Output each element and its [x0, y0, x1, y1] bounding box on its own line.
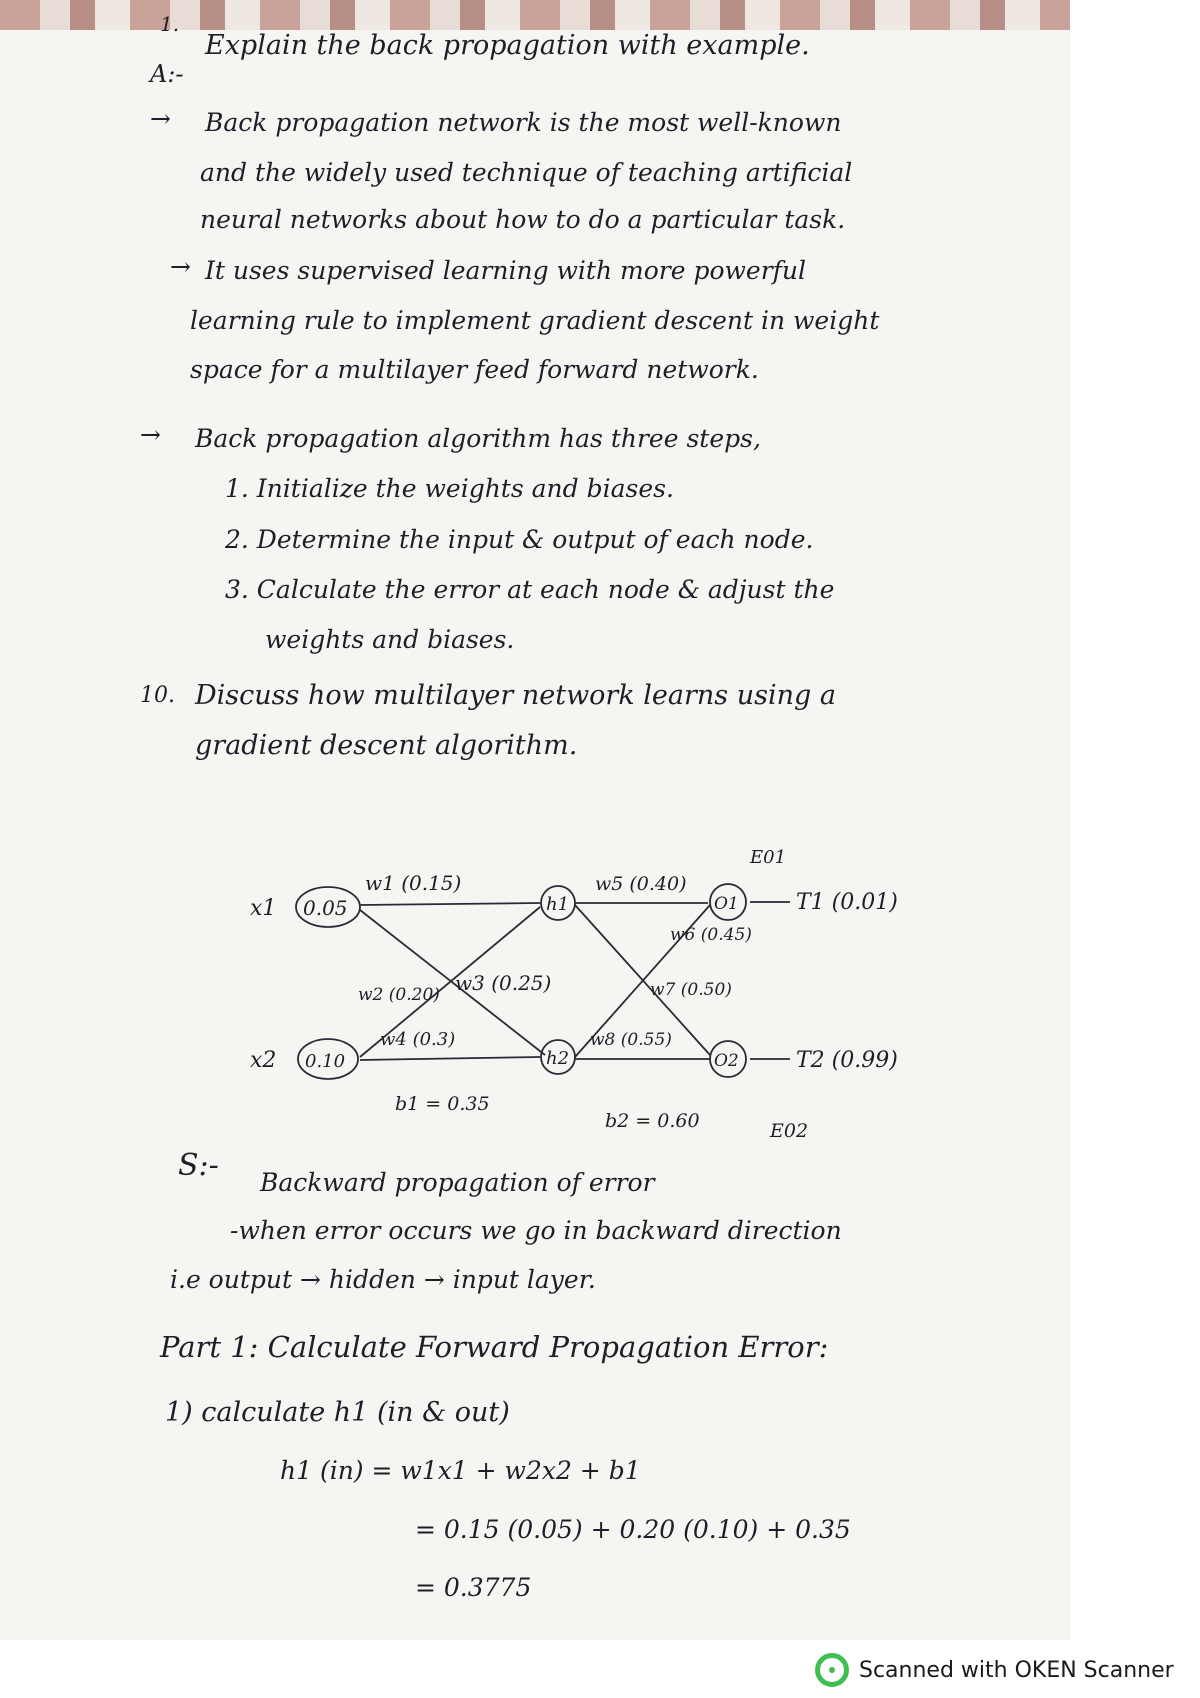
- question-title: gradient descent algorithm.: [195, 730, 578, 761]
- answer-line: Back propagation network is the most well-known: [205, 108, 842, 137]
- weight-w7: w7 (0.50): [650, 980, 732, 1000]
- arrow-bullet: →: [150, 104, 171, 133]
- equation: = 0.3775: [415, 1573, 532, 1602]
- neural-network-diagram: [230, 845, 1090, 1145]
- x1-value: 0.05: [303, 896, 348, 920]
- answer-line: space for a multilayer feed forward network.: [190, 355, 759, 384]
- scanner-watermark: [815, 1652, 1174, 1688]
- solution-title: Backward propagation of error: [260, 1168, 655, 1197]
- question-number: 1.: [160, 12, 180, 36]
- answer-label: A:-: [150, 60, 184, 88]
- h1-label: h1: [546, 894, 570, 915]
- weight-w8: w8 (0.55): [590, 1030, 672, 1050]
- step-line: 2. Determine the input & output of each node.: [225, 525, 814, 554]
- equation: h1 (in) = w1x1 + w2x2 + b1: [280, 1456, 641, 1485]
- bias-b1: b1 = 0.35: [395, 1093, 490, 1115]
- solution-line: -when error occurs we go in backward direction: [230, 1216, 842, 1245]
- x2-value: 0.10: [305, 1051, 346, 1072]
- solution-line: i.e output → hidden → input layer.: [170, 1265, 596, 1294]
- answer-line: Back propagation algorithm has three steps,: [195, 424, 761, 453]
- error-e01: E01: [750, 847, 787, 868]
- step-line: 3. Calculate the error at each node & adjust the: [225, 575, 835, 604]
- answer-line: and the widely used technique of teaching artificial: [200, 158, 853, 187]
- equation: = 0.15 (0.05) + 0.20 (0.10) + 0.35: [415, 1515, 851, 1544]
- step-line: 1. Initialize the weights and biases.: [225, 474, 674, 503]
- weight-w6: w6 (0.45): [670, 925, 752, 945]
- question-number: 10.: [140, 683, 175, 708]
- edge-w1: [360, 903, 540, 905]
- target-t1: T1 (0.01): [796, 890, 898, 915]
- weight-w3: w3 (0.25): [455, 971, 552, 995]
- x2-label: x2: [250, 1048, 277, 1073]
- answer-line: learning rule to implement gradient descent in weight: [190, 306, 880, 335]
- o1-label: O1: [714, 894, 739, 914]
- step-line: weights and biases.: [265, 625, 515, 654]
- step-heading: 1) calculate h1 (in & out): [165, 1397, 510, 1428]
- arrow-bullet: →: [140, 420, 161, 449]
- answer-line: It uses supervised learning with more powerful: [205, 256, 807, 285]
- question-title: Discuss how multilayer network learns using a: [195, 680, 836, 711]
- scanner-text: Scanned with OKEN Scanner: [859, 1657, 1174, 1683]
- h2-label: h2: [546, 1048, 570, 1069]
- target-t2: T2 (0.99): [796, 1048, 898, 1073]
- weight-w5: w5 (0.40): [595, 873, 687, 895]
- error-e02: E02: [770, 1120, 809, 1142]
- weight-w2: w2 (0.20): [358, 985, 440, 1005]
- weight-w4: w4 (0.3): [380, 1029, 456, 1050]
- arrow-bullet: →: [170, 252, 191, 281]
- answer-line: neural networks about how to do a particular task.: [200, 205, 846, 234]
- edge-w4: [360, 1057, 540, 1060]
- solution-label: S:-: [178, 1148, 219, 1183]
- oken-scanner-logo-icon: [815, 1653, 849, 1687]
- o2-label: O2: [714, 1051, 739, 1071]
- x1-label: x1: [250, 896, 277, 921]
- weight-w1: w1 (0.15): [365, 871, 462, 895]
- part-heading: Part 1: Calculate Forward Propagation Error:: [160, 1330, 829, 1364]
- question-title: Explain the back propagation with example.: [205, 30, 810, 61]
- bias-b2: b2 = 0.60: [605, 1110, 700, 1132]
